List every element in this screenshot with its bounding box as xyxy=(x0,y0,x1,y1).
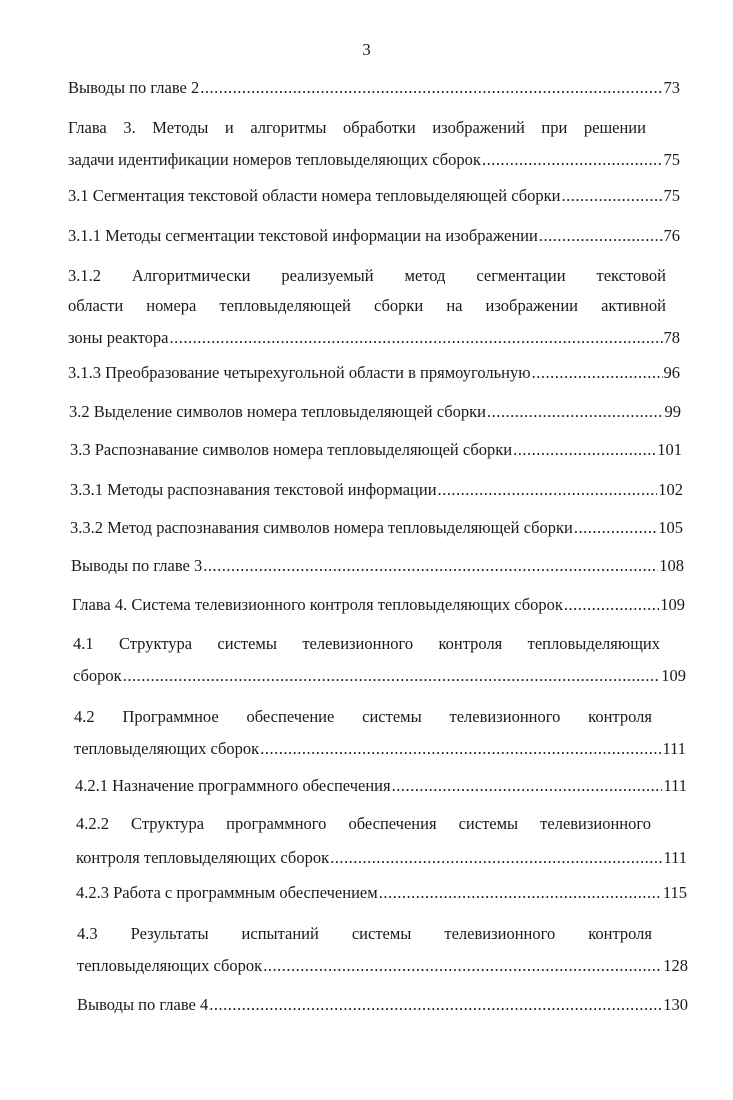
toc-word: сегментации xyxy=(476,266,566,285)
toc-word: Результаты xyxy=(130,924,209,943)
toc-page: 109 xyxy=(660,595,685,614)
toc-title-line-1 xyxy=(73,634,660,654)
toc-title: Выводы по главе 4 xyxy=(77,995,209,1014)
leader-dots xyxy=(539,226,663,246)
toc-page: 128 xyxy=(663,956,688,975)
leader-dots xyxy=(392,776,663,796)
toc-page: 99 xyxy=(664,402,681,421)
toc-title-line-2: тепловыделяющих сборок xyxy=(74,739,260,758)
toc-word: системы xyxy=(458,814,519,833)
toc-word: области xyxy=(68,296,124,315)
toc-word: алгоритмы xyxy=(250,118,327,137)
toc-word: решении xyxy=(583,118,646,137)
toc-page: 111 xyxy=(662,739,686,758)
toc-page: 78 xyxy=(663,328,680,347)
toc-title: 4.2.1 Назначение программного обеспечения xyxy=(75,776,391,795)
toc-word: реализуемый xyxy=(281,266,374,285)
toc-word: 4.3 xyxy=(77,924,98,943)
toc-title: 3.2 Выделение символов номера тепловыделяющей сборки xyxy=(69,402,487,421)
toc-word: тепловыделяющей xyxy=(219,296,351,315)
toc-word: при xyxy=(541,118,568,137)
toc-title-line-1 xyxy=(77,924,652,944)
toc-title: 3.1.1 Методы сегментации текстовой информации на изображении xyxy=(68,226,538,245)
leader-dots xyxy=(263,956,662,976)
toc-word: Структура xyxy=(118,634,193,653)
toc-word: и xyxy=(224,118,234,137)
toc-title-line-2 xyxy=(68,296,666,316)
leader-dots xyxy=(123,666,661,686)
toc-word: системы xyxy=(362,707,422,726)
toc-title: 3.1 Сегментация текстовой области номера тепловыделяющей сборки xyxy=(68,186,561,205)
toc-title-line-2: тепловыделяющих сборок xyxy=(77,956,263,975)
toc-title-line-1 xyxy=(74,707,652,727)
toc-page: 75 xyxy=(663,186,680,205)
toc-title-line-1 xyxy=(76,814,651,834)
leader-dots xyxy=(513,440,656,460)
toc-page: 115 xyxy=(662,883,687,902)
toc-page: 96 xyxy=(663,363,680,382)
toc-word: испытаний xyxy=(241,924,319,943)
toc-page: 111 xyxy=(663,776,687,795)
toc-word: телевизионного xyxy=(540,814,651,833)
toc-entry-chapter-3[interactable] xyxy=(68,118,680,174)
leader-dots xyxy=(260,739,661,759)
toc-title-line-2: сборок xyxy=(73,666,122,685)
toc-word: номера xyxy=(146,296,197,315)
toc-word: Алгоритмически xyxy=(131,266,251,285)
leader-dots xyxy=(330,848,662,868)
toc-word: на xyxy=(446,296,463,315)
toc-title: 3.3 Распознавание символов номера тепловыделяющей сборки xyxy=(70,440,513,459)
toc-word: 3. xyxy=(123,118,136,137)
toc-page: 73 xyxy=(663,78,680,97)
toc-title: Выводы по главе 2 xyxy=(68,78,200,97)
toc-word: метод xyxy=(404,266,446,285)
toc-word: Структура xyxy=(131,814,205,833)
toc-title: 3.1.3 Преобразование четырехугольной области в прямоугольную xyxy=(68,363,531,382)
toc-title: 4.2.3 Работа с программным обеспечением xyxy=(76,883,378,902)
toc-word: сборки xyxy=(373,296,424,315)
toc-title: Выводы по главе 3 xyxy=(71,556,203,575)
leader-dots xyxy=(438,480,658,500)
toc-entry-4-2[interactable] xyxy=(74,707,686,761)
toc-entry-3-1-2[interactable] xyxy=(68,266,680,350)
leader-dots xyxy=(200,78,662,98)
toc-entry-4-3[interactable] xyxy=(77,924,688,978)
toc-word: активной xyxy=(601,296,666,315)
toc-title-line-1 xyxy=(68,266,666,286)
toc-entry-4-2-2[interactable] xyxy=(76,814,687,870)
leader-dots xyxy=(209,995,662,1015)
toc-page: 105 xyxy=(658,518,683,537)
leader-dots xyxy=(532,363,663,383)
leader-dots xyxy=(487,402,663,422)
toc-word: программного xyxy=(226,814,327,833)
toc-page: 108 xyxy=(659,556,684,575)
toc-word: телевизионного xyxy=(444,924,556,943)
toc-word: телевизионного xyxy=(302,634,414,653)
toc-word: изображений xyxy=(432,118,525,137)
leader-dots xyxy=(564,595,659,615)
toc-entry-4-1[interactable] xyxy=(73,634,686,688)
toc-word: 4.2 xyxy=(74,707,95,726)
toc-word: 3.1.2 xyxy=(68,266,101,285)
leader-dots xyxy=(379,883,662,903)
toc-word: Глава xyxy=(68,118,107,137)
toc-page: 130 xyxy=(663,995,688,1014)
toc-word: 4.2.2 xyxy=(76,814,109,833)
leader-dots xyxy=(203,556,658,576)
toc-word: контроля xyxy=(588,924,652,943)
toc-word: системы xyxy=(217,634,277,653)
toc-page: 75 xyxy=(663,150,680,169)
toc-word: Программное xyxy=(122,707,219,726)
toc-title-line-3: зоны реактора xyxy=(68,328,169,347)
leader-dots xyxy=(561,186,662,206)
page-number: 3 xyxy=(362,40,371,59)
toc-title: 3.3.1 Методы распознавания текстовой информации xyxy=(70,480,437,499)
toc-word: телевизионного xyxy=(449,707,561,726)
leader-dots xyxy=(574,518,657,538)
toc-word: обеспечение xyxy=(246,707,335,726)
toc-title: Глава 4. Система телевизионного контроля тепловыделяющих сборок xyxy=(72,595,563,614)
toc-word: изображении xyxy=(485,296,579,315)
toc-word: Методы xyxy=(152,118,209,137)
toc-page: 102 xyxy=(658,480,683,499)
toc-word: контроля xyxy=(438,634,503,653)
toc-word: системы xyxy=(351,924,412,943)
toc-word: 4.1 xyxy=(73,634,94,653)
toc-word: текстовой xyxy=(596,266,666,285)
toc-word: контроля xyxy=(588,707,652,726)
leader-dots xyxy=(169,328,662,348)
toc-title-line-2: задачи идентификации номеров тепловыделяющих сборок xyxy=(68,150,481,169)
toc-title-line-1 xyxy=(68,118,646,138)
toc-word: обеспечения xyxy=(348,814,437,833)
toc-page: 76 xyxy=(663,226,680,245)
toc-title-line-2: контроля тепловыделяющих сборок xyxy=(76,848,330,867)
toc-page: 111 xyxy=(663,848,687,867)
toc-word: тепловыделяющих xyxy=(527,634,660,653)
toc-page: 109 xyxy=(661,666,686,685)
toc-title: 3.3.2 Метод распознавания символов номера тепловыделяющей сборки xyxy=(70,518,573,537)
leader-dots xyxy=(482,150,663,170)
toc-word: обработки xyxy=(343,118,416,137)
toc-page: 101 xyxy=(657,440,682,459)
